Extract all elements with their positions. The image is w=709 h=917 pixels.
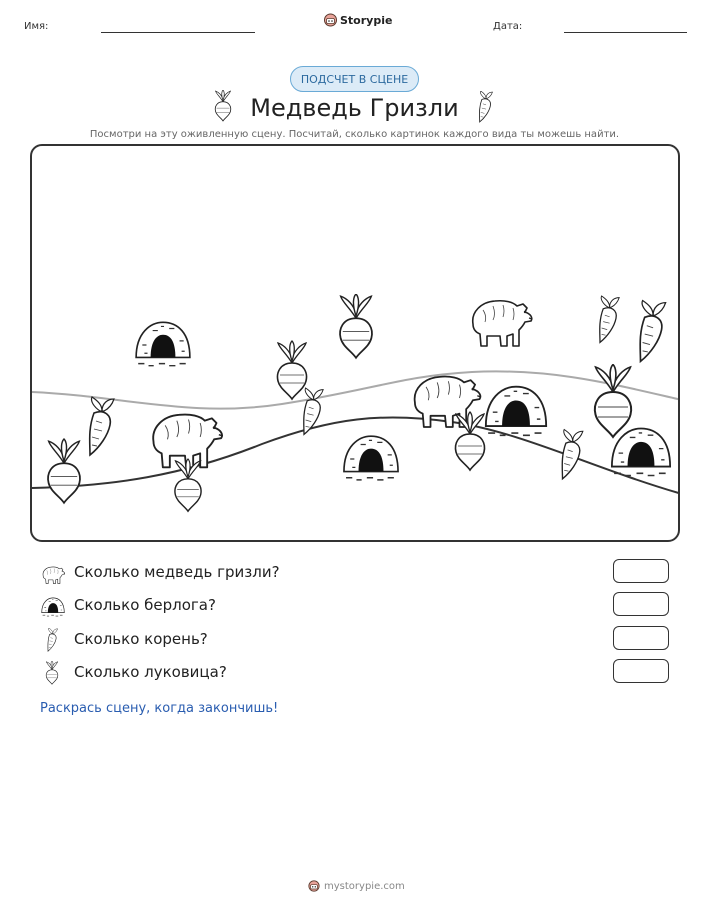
question-text: Сколько корень? bbox=[74, 630, 208, 648]
den-1 bbox=[136, 322, 190, 365]
date-label: Дата: bbox=[493, 21, 523, 32]
den-4 bbox=[612, 428, 670, 475]
name-label: Имя: bbox=[24, 21, 49, 32]
root-1 bbox=[90, 397, 114, 455]
date-line[interactable] bbox=[564, 32, 687, 33]
bear-2 bbox=[473, 301, 532, 346]
bear-icon bbox=[40, 561, 66, 585]
scene-frame[interactable] bbox=[30, 144, 680, 542]
answer-box[interactable] bbox=[613, 592, 669, 616]
bulb-5 bbox=[456, 412, 485, 470]
question-row bbox=[40, 659, 680, 687]
question-text: Сколько луковица? bbox=[74, 663, 227, 681]
den-icon bbox=[40, 594, 66, 618]
bulb-3 bbox=[48, 439, 80, 503]
question-text: Сколько медведь гризли? bbox=[74, 563, 280, 581]
root-5 bbox=[562, 430, 583, 479]
den-2 bbox=[486, 387, 546, 436]
footer-site-text: mystorypie.com bbox=[324, 880, 405, 892]
storypie-mascot-icon bbox=[308, 880, 320, 892]
footer-site bbox=[308, 880, 405, 892]
bulb-4 bbox=[175, 459, 201, 511]
coloring-instruction: Раскрась сцену, когда закончишь! bbox=[40, 701, 279, 716]
bulb-1 bbox=[340, 294, 372, 358]
question-row bbox=[40, 592, 680, 620]
root-3 bbox=[600, 296, 619, 342]
back-hill-line bbox=[32, 371, 680, 408]
answer-box[interactable] bbox=[613, 626, 669, 650]
storypie-mascot-icon bbox=[324, 13, 337, 27]
name-line[interactable] bbox=[101, 32, 255, 33]
answer-box[interactable] bbox=[613, 659, 669, 683]
page-title: Медведь Гризли bbox=[250, 94, 459, 122]
brand-name: Storypie bbox=[340, 13, 393, 27]
bulb-2 bbox=[278, 341, 307, 399]
brand-logo bbox=[324, 13, 392, 27]
question-row bbox=[40, 626, 680, 654]
question-row bbox=[40, 559, 680, 587]
scene-illustration bbox=[32, 146, 680, 542]
bulb-icon bbox=[40, 661, 66, 685]
root-4 bbox=[640, 301, 666, 362]
category-badge: ПОДСЧЕТ В СЦЕНЕ bbox=[290, 66, 419, 92]
den-3 bbox=[344, 436, 398, 480]
page-subtitle: Посмотри на эту оживленную сцену. Посчитай, сколько картинок каждого вида ты можешь найти. bbox=[89, 129, 620, 140]
answer-box[interactable] bbox=[613, 559, 669, 583]
root-icon bbox=[40, 628, 66, 652]
bulb-6 bbox=[595, 365, 631, 438]
root-decoration-icon bbox=[474, 91, 496, 123]
question-text: Сколько берлога? bbox=[74, 596, 216, 614]
